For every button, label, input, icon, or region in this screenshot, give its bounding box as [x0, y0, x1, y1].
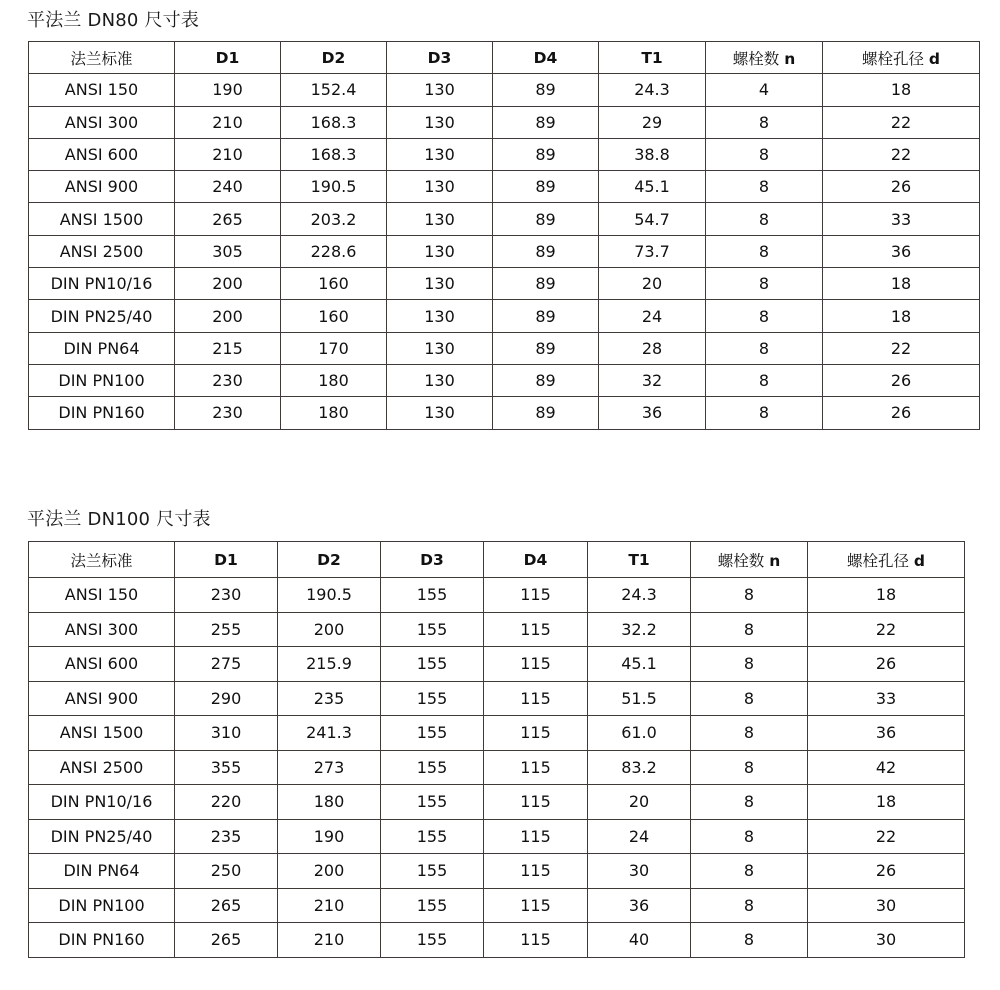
- cell-d4: 89: [493, 138, 599, 170]
- cell-flange-standard: DIN PN100: [29, 888, 175, 923]
- dn100-dimension-table: [28, 541, 965, 958]
- cell-bolt-count: 8: [706, 138, 823, 170]
- cell-bolt-count: 8: [706, 268, 823, 300]
- cell-t1: 28: [599, 332, 706, 364]
- cell-bolt-count: 8: [691, 750, 808, 785]
- cell-d1: 265: [175, 888, 278, 923]
- cell-d2: 273: [278, 750, 381, 785]
- cell-flange-standard: ANSI 2500: [29, 750, 175, 785]
- cell-bolt-count: 8: [706, 171, 823, 203]
- cell-bolt-hole-diameter: 18: [823, 268, 980, 300]
- cell-d2: 170: [281, 332, 387, 364]
- cell-d4: 115: [484, 578, 588, 613]
- cell-d4: 115: [484, 888, 588, 923]
- cell-t1: 83.2: [588, 750, 691, 785]
- cell-d2: 235: [278, 681, 381, 716]
- cell-t1: 54.7: [599, 203, 706, 235]
- cell-d3: 155: [381, 819, 484, 854]
- cell-bolt-hole-diameter: 22: [823, 106, 980, 138]
- cell-d3: 155: [381, 681, 484, 716]
- dn80-table-title: 平法兰 DN80 尺寸表: [27, 10, 200, 31]
- cell-d2: 180: [278, 785, 381, 820]
- cell-d3: 130: [387, 300, 493, 332]
- cell-d3: 130: [387, 235, 493, 267]
- cell-bolt-count: 8: [691, 578, 808, 613]
- cell-bolt-count: 8: [691, 716, 808, 751]
- cell-d1: 310: [175, 716, 278, 751]
- dn80-table-body: [29, 74, 980, 429]
- cell-bolt-hole-diameter: 42: [808, 750, 965, 785]
- cell-d4: 115: [484, 681, 588, 716]
- cell-flange-standard: ANSI 600: [29, 138, 175, 170]
- header-d1: D1: [175, 42, 281, 74]
- cell-bolt-count: 4: [706, 74, 823, 106]
- cell-flange-standard: DIN PN160: [29, 397, 175, 429]
- cell-d4: 89: [493, 397, 599, 429]
- cell-d3: 155: [381, 578, 484, 613]
- cell-d4: 115: [484, 923, 588, 958]
- header-d4: D4: [484, 542, 588, 578]
- cell-flange-standard: DIN PN10/16: [29, 268, 175, 300]
- table-row: [29, 854, 965, 889]
- table-row: [29, 74, 980, 106]
- cell-bolt-count: 8: [691, 888, 808, 923]
- cell-d1: 265: [175, 203, 281, 235]
- table-row: [29, 681, 965, 716]
- table-row: [29, 397, 980, 429]
- header-bolt-count: [691, 542, 808, 578]
- cell-bolt-count: 8: [706, 364, 823, 396]
- table-row: [29, 235, 980, 267]
- cell-d2: 190.5: [278, 578, 381, 613]
- cell-d4: 115: [484, 612, 588, 647]
- cell-d3: 155: [381, 716, 484, 751]
- cell-bolt-hole-diameter: 30: [808, 923, 965, 958]
- cell-d3: 155: [381, 612, 484, 647]
- table-row: [29, 171, 980, 203]
- header-bolt-hole-diameter: [823, 42, 980, 74]
- cell-d2: 160: [281, 268, 387, 300]
- cell-d4: 115: [484, 819, 588, 854]
- cell-d2: 168.3: [281, 138, 387, 170]
- table-row: [29, 819, 965, 854]
- cell-bolt-count: 8: [691, 923, 808, 958]
- cell-t1: 24.3: [599, 74, 706, 106]
- header-bolt-hole-symbol: d: [913, 551, 926, 570]
- cell-t1: 24: [599, 300, 706, 332]
- cell-d1: 290: [175, 681, 278, 716]
- header-bolt-hole-symbol: d: [928, 49, 941, 68]
- cell-t1: 40: [588, 923, 691, 958]
- cell-t1: 36: [588, 888, 691, 923]
- cell-t1: 38.8: [599, 138, 706, 170]
- cell-d2: 210: [278, 888, 381, 923]
- header-d3: D3: [381, 542, 484, 578]
- cell-d2: 241.3: [278, 716, 381, 751]
- cell-d2: 152.4: [281, 74, 387, 106]
- cell-t1: 36: [599, 397, 706, 429]
- cell-flange-standard: DIN PN160: [29, 923, 175, 958]
- cell-d1: 210: [175, 106, 281, 138]
- header-t1: T1: [588, 542, 691, 578]
- cell-bolt-hole-diameter: 26: [823, 171, 980, 203]
- cell-t1: 29: [599, 106, 706, 138]
- table-row: [29, 332, 980, 364]
- cell-bolt-hole-diameter: 30: [808, 888, 965, 923]
- cell-d1: 220: [175, 785, 278, 820]
- cell-d2: 203.2: [281, 203, 387, 235]
- cell-bolt-count: 8: [691, 647, 808, 682]
- cell-d1: 250: [175, 854, 278, 889]
- cell-bolt-count: 8: [706, 397, 823, 429]
- cell-flange-standard: ANSI 300: [29, 106, 175, 138]
- cell-bolt-count: 8: [706, 106, 823, 138]
- cell-d2: 228.6: [281, 235, 387, 267]
- cell-t1: 20: [588, 785, 691, 820]
- cell-d4: 115: [484, 750, 588, 785]
- cell-flange-standard: ANSI 900: [29, 681, 175, 716]
- cell-flange-standard: ANSI 900: [29, 171, 175, 203]
- cell-flange-standard: DIN PN10/16: [29, 785, 175, 820]
- cell-d1: 190: [175, 74, 281, 106]
- header-bolt-count: [706, 42, 823, 74]
- cell-d1: 275: [175, 647, 278, 682]
- cell-d1: 210: [175, 138, 281, 170]
- cell-d3: 155: [381, 647, 484, 682]
- header-d3: D3: [387, 42, 493, 74]
- cell-bolt-count: 8: [691, 785, 808, 820]
- cell-d4: 89: [493, 332, 599, 364]
- cell-t1: 30: [588, 854, 691, 889]
- header-bolt-count-label: 螺栓数: [732, 49, 780, 68]
- table-row: [29, 138, 980, 170]
- cell-flange-standard: ANSI 150: [29, 74, 175, 106]
- cell-d3: 130: [387, 171, 493, 203]
- dn100-table-body: [29, 578, 965, 958]
- cell-t1: 61.0: [588, 716, 691, 751]
- cell-flange-standard: ANSI 2500: [29, 235, 175, 267]
- cell-flange-standard: ANSI 1500: [29, 203, 175, 235]
- header-bolt-count-symbol: n: [769, 551, 781, 570]
- cell-d4: 89: [493, 235, 599, 267]
- cell-bolt-count: 8: [706, 235, 823, 267]
- cell-bolt-hole-diameter: 22: [808, 819, 965, 854]
- header-flange-standard: 法兰标准: [29, 42, 175, 74]
- header-bolt-count-symbol: n: [784, 49, 796, 68]
- header-d2: D2: [278, 542, 381, 578]
- cell-flange-standard: DIN PN64: [29, 854, 175, 889]
- dn100-table-title: 平法兰 DN100 尺寸表: [27, 509, 211, 530]
- cell-flange-standard: DIN PN25/40: [29, 300, 175, 332]
- table-row: [29, 203, 980, 235]
- cell-d2: 168.3: [281, 106, 387, 138]
- cell-bolt-count: 8: [691, 854, 808, 889]
- cell-d3: 130: [387, 203, 493, 235]
- cell-bolt-hole-diameter: 22: [823, 332, 980, 364]
- cell-d3: 130: [387, 332, 493, 364]
- cell-flange-standard: ANSI 300: [29, 612, 175, 647]
- cell-t1: 51.5: [588, 681, 691, 716]
- cell-bolt-hole-diameter: 18: [823, 300, 980, 332]
- cell-bolt-hole-diameter: 26: [823, 364, 980, 396]
- cell-d1: 355: [175, 750, 278, 785]
- cell-d4: 89: [493, 171, 599, 203]
- cell-d2: 190.5: [281, 171, 387, 203]
- cell-d1: 200: [175, 268, 281, 300]
- cell-bolt-hole-diameter: 22: [808, 612, 965, 647]
- cell-d3: 130: [387, 268, 493, 300]
- cell-flange-standard: DIN PN25/40: [29, 819, 175, 854]
- header-t1: T1: [599, 42, 706, 74]
- header-d4: D4: [493, 42, 599, 74]
- cell-d1: 200: [175, 300, 281, 332]
- header-bolt-hole-label: 螺栓孔径: [861, 49, 924, 68]
- cell-d1: 230: [175, 397, 281, 429]
- header-d1: D1: [175, 542, 278, 578]
- table-header-row: [29, 542, 965, 578]
- cell-bolt-hole-diameter: 33: [823, 203, 980, 235]
- cell-d2: 200: [278, 612, 381, 647]
- cell-d1: 230: [175, 364, 281, 396]
- cell-bolt-hole-diameter: 22: [823, 138, 980, 170]
- cell-t1: 24.3: [588, 578, 691, 613]
- header-bolt-hole-label: 螺栓孔径: [846, 551, 909, 570]
- cell-bolt-hole-diameter: 26: [808, 854, 965, 889]
- table-row: [29, 364, 980, 396]
- cell-d4: 89: [493, 300, 599, 332]
- cell-d4: 115: [484, 647, 588, 682]
- cell-d1: 240: [175, 171, 281, 203]
- cell-bolt-hole-diameter: 18: [808, 785, 965, 820]
- cell-d4: 115: [484, 716, 588, 751]
- table-row: [29, 716, 965, 751]
- cell-d1: 235: [175, 819, 278, 854]
- cell-d4: 89: [493, 268, 599, 300]
- cell-d4: 89: [493, 106, 599, 138]
- cell-bolt-hole-diameter: 36: [823, 235, 980, 267]
- cell-d2: 190: [278, 819, 381, 854]
- cell-d3: 130: [387, 74, 493, 106]
- table-row: [29, 923, 965, 958]
- table-row: [29, 750, 965, 785]
- cell-bolt-hole-diameter: 18: [823, 74, 980, 106]
- cell-d3: 130: [387, 397, 493, 429]
- header-bolt-count-label: 螺栓数: [717, 551, 765, 570]
- cell-d3: 155: [381, 750, 484, 785]
- cell-bolt-count: 8: [706, 332, 823, 364]
- cell-d2: 215.9: [278, 647, 381, 682]
- table-header-row: [29, 42, 980, 74]
- header-flange-standard: 法兰标准: [29, 542, 175, 578]
- cell-d2: 160: [281, 300, 387, 332]
- cell-bolt-hole-diameter: 18: [808, 578, 965, 613]
- cell-bolt-count: 8: [691, 681, 808, 716]
- cell-d4: 89: [493, 364, 599, 396]
- dn80-dimension-table: [28, 41, 980, 430]
- cell-d1: 265: [175, 923, 278, 958]
- table-row: [29, 785, 965, 820]
- cell-bolt-hole-diameter: 26: [823, 397, 980, 429]
- cell-d4: 115: [484, 854, 588, 889]
- cell-flange-standard: DIN PN100: [29, 364, 175, 396]
- cell-bolt-count: 8: [691, 819, 808, 854]
- cell-t1: 32: [599, 364, 706, 396]
- table-row: [29, 300, 980, 332]
- cell-d1: 230: [175, 578, 278, 613]
- cell-flange-standard: ANSI 600: [29, 647, 175, 682]
- cell-d4: 89: [493, 203, 599, 235]
- cell-flange-standard: DIN PN64: [29, 332, 175, 364]
- table-row: [29, 647, 965, 682]
- cell-t1: 32.2: [588, 612, 691, 647]
- cell-bolt-count: 8: [706, 300, 823, 332]
- cell-flange-standard: ANSI 1500: [29, 716, 175, 751]
- cell-bolt-hole-diameter: 36: [808, 716, 965, 751]
- cell-t1: 45.1: [599, 171, 706, 203]
- table-row: [29, 612, 965, 647]
- cell-d1: 255: [175, 612, 278, 647]
- cell-bolt-hole-diameter: 33: [808, 681, 965, 716]
- cell-d2: 210: [278, 923, 381, 958]
- cell-bolt-count: 8: [691, 612, 808, 647]
- cell-d2: 180: [281, 397, 387, 429]
- cell-bolt-hole-diameter: 26: [808, 647, 965, 682]
- table-row: [29, 888, 965, 923]
- cell-d2: 180: [281, 364, 387, 396]
- cell-d3: 155: [381, 923, 484, 958]
- cell-t1: 24: [588, 819, 691, 854]
- cell-d3: 130: [387, 106, 493, 138]
- table-row: [29, 578, 965, 613]
- cell-d1: 305: [175, 235, 281, 267]
- cell-d1: 215: [175, 332, 281, 364]
- cell-d4: 115: [484, 785, 588, 820]
- cell-d3: 130: [387, 138, 493, 170]
- cell-d3: 155: [381, 888, 484, 923]
- cell-d3: 155: [381, 854, 484, 889]
- cell-flange-standard: ANSI 150: [29, 578, 175, 613]
- header-bolt-hole-diameter: [808, 542, 965, 578]
- cell-d2: 200: [278, 854, 381, 889]
- cell-d3: 130: [387, 364, 493, 396]
- table-row: [29, 106, 980, 138]
- cell-t1: 73.7: [599, 235, 706, 267]
- header-d2: D2: [281, 42, 387, 74]
- cell-t1: 20: [599, 268, 706, 300]
- cell-t1: 45.1: [588, 647, 691, 682]
- cell-d3: 155: [381, 785, 484, 820]
- cell-bolt-count: 8: [706, 203, 823, 235]
- cell-d4: 89: [493, 74, 599, 106]
- table-row: [29, 268, 980, 300]
